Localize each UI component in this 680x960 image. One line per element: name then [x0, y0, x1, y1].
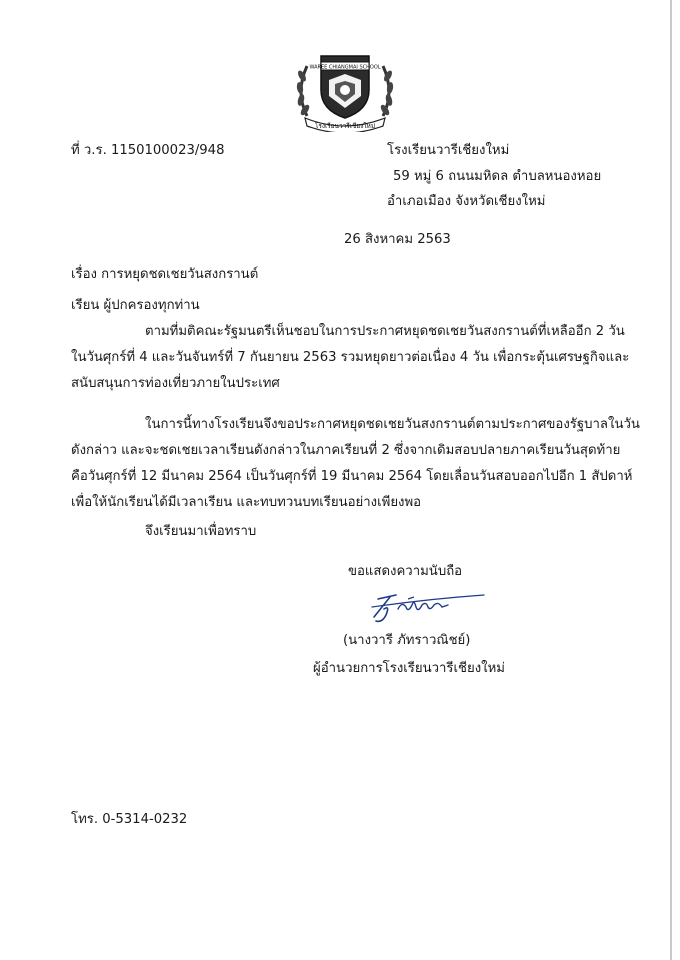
school-address-line2: อำเภอเมือง จังหวัดเชียงใหม่ — [387, 194, 546, 209]
paragraph-line: ในการนี้ทางโรงเรียนจึงขอประกาศหยุดชดเชยวันสงกรานต์ตามประกาศของรัฐบาลในวัน — [145, 417, 640, 432]
signatory-name: (นางวารี ภัทราวณิชย์) — [343, 633, 471, 648]
school-name: โรงเรียนวารีเชียงใหม่ — [387, 143, 510, 158]
body-paragraph-2 — [71, 412, 640, 516]
paragraph-line: ในวันศุกร์ที่ 4 และวันจันทร์ที่ 7 กันยายน 2563 รวมหยุดยาวต่อเนื่อง 4 วัน เพื่อกระตุ้นเศรษฐกิจและ — [71, 350, 630, 365]
crest-banner-text: WAREE CHIANGMAI SCHOOL — [309, 64, 381, 71]
letter-subject: เรื่อง การหยุดชดเชยวันสงกรานต์ — [71, 267, 259, 282]
signatory-position: ผู้อำนวยการโรงเรียนวารีเชียงใหม่ — [313, 661, 505, 676]
complimentary-close: ขอแสดงความนับถือ — [348, 564, 463, 579]
paragraph-line: คือวันศุกร์ที่ 12 มีนาคม 2564 เป็นวันศุกร์ที่ 19 มีนาคม 2564 โดยเลื่อนวันสอบออกไปอีก 1 สัปดาห์ — [71, 469, 633, 484]
closing-line: จึงเรียนมาเพื่อทราบ — [145, 524, 257, 539]
letter-date: 26 สิงหาคม 2563 — [344, 232, 451, 247]
reference-number: ที่ ว.ร. 1150100023/948 — [71, 143, 225, 158]
footer-phone: โทร. 0-5314-0232 — [71, 812, 188, 827]
school-crest-logo — [293, 46, 397, 132]
body-paragraph-1 — [71, 319, 629, 397]
letter-salutation: เรียน ผู้ปกครองทุกท่าน — [71, 298, 200, 313]
page-edge-line — [670, 0, 672, 960]
paragraph-line: สนับสนุนการท่องเที่ยวภายในประเทศ — [71, 376, 280, 391]
paragraph-line: ตามที่มติคณะรัฐมนตรีเห็นชอบในการประกาศหยุดชดเชยวันสงกรานต์ที่เหลืออีก 2 วัน — [145, 324, 625, 339]
paragraph-line: ดังกล่าว และจะชดเชยเวลาเรียนดังกล่าวในภาคเรียนที่ 2 ซึ่งจากเดิมสอบปลายภาคเรียนวันสุดท้าย — [71, 443, 621, 458]
paragraph-line: เพื่อให้นักเรียนได้มีเวลาเรียน และทบทวนบทเรียนอย่างเพียงพอ — [71, 495, 422, 510]
school-address-line1: 59 หมู่ 6 ถนนมหิดล ตำบลหนองหอย — [393, 169, 602, 184]
crest-ribbon-text: โรงเรียนวารีเชียงใหม่ — [314, 122, 376, 130]
handwritten-signature — [368, 587, 486, 627]
